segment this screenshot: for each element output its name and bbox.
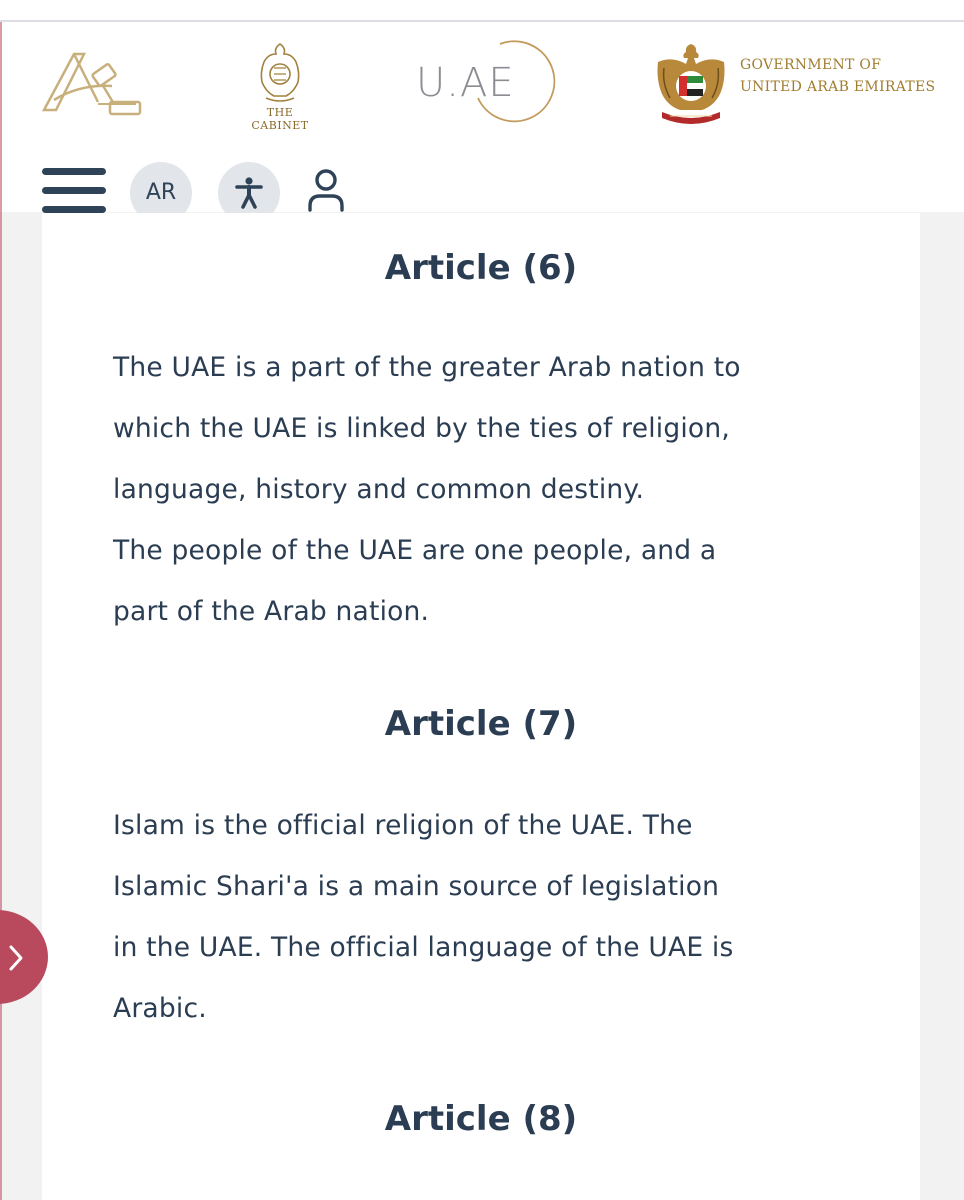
article-title: Article (7) xyxy=(384,704,578,744)
accessibility-person-icon xyxy=(231,175,267,211)
article-line: part of the Arab nation. xyxy=(113,596,430,627)
article-line: in the UAE. The official language of the UAE is xyxy=(113,932,734,963)
hamburger-icon-bar xyxy=(42,206,106,213)
article-title: Article (8) xyxy=(384,1099,578,1139)
government-line-2: UNITED ARAB EMIRATES xyxy=(740,79,936,95)
browser-top-strip xyxy=(0,0,964,22)
chevron-right-icon xyxy=(6,944,26,972)
uae-eagle-emblem-icon xyxy=(652,40,730,126)
article-body xyxy=(113,795,873,1039)
side-drawer-toggle-button[interactable] xyxy=(0,910,48,1004)
article-line: The UAE is a part of the greater Arab nation to xyxy=(113,352,741,383)
government-line-1: GOVERNMENT OF xyxy=(740,57,882,73)
cabinet-label: THE CABINET xyxy=(251,106,309,132)
user-account-button[interactable] xyxy=(302,166,352,216)
government-logo[interactable] xyxy=(652,40,952,128)
article-line: Islamic Shari'a is a main source of legislation xyxy=(113,871,720,902)
justice-logo[interactable] xyxy=(40,46,144,120)
article-title: Article (6) xyxy=(384,248,578,288)
hamburger-icon-bar xyxy=(42,187,106,194)
article-line: Islam is the official religion of the UAE. The xyxy=(113,810,693,841)
justice-gavel-icon xyxy=(40,46,144,120)
article-line: which the UAE is linked by the ties of religion, xyxy=(113,413,730,444)
left-edge-accent xyxy=(0,22,2,1200)
government-name xyxy=(740,54,935,98)
article-body xyxy=(113,337,873,642)
uae-portal-logo[interactable] xyxy=(412,38,562,128)
user-icon xyxy=(302,166,352,216)
cabinet-logo[interactable] xyxy=(240,42,320,132)
cabinet-emblem-icon xyxy=(254,42,306,104)
uae-logo-text: U.AE xyxy=(416,60,515,106)
article-line: Arabic. xyxy=(113,993,207,1024)
article-content-panel xyxy=(42,213,920,1200)
article-line: The people of the UAE are one people, and a xyxy=(113,535,717,566)
hamburger-menu-button[interactable] xyxy=(42,168,106,216)
language-toggle-button[interactable]: AR xyxy=(130,162,192,224)
article-line: language, history and common destiny. xyxy=(113,474,645,505)
hamburger-icon-bar xyxy=(42,168,106,175)
